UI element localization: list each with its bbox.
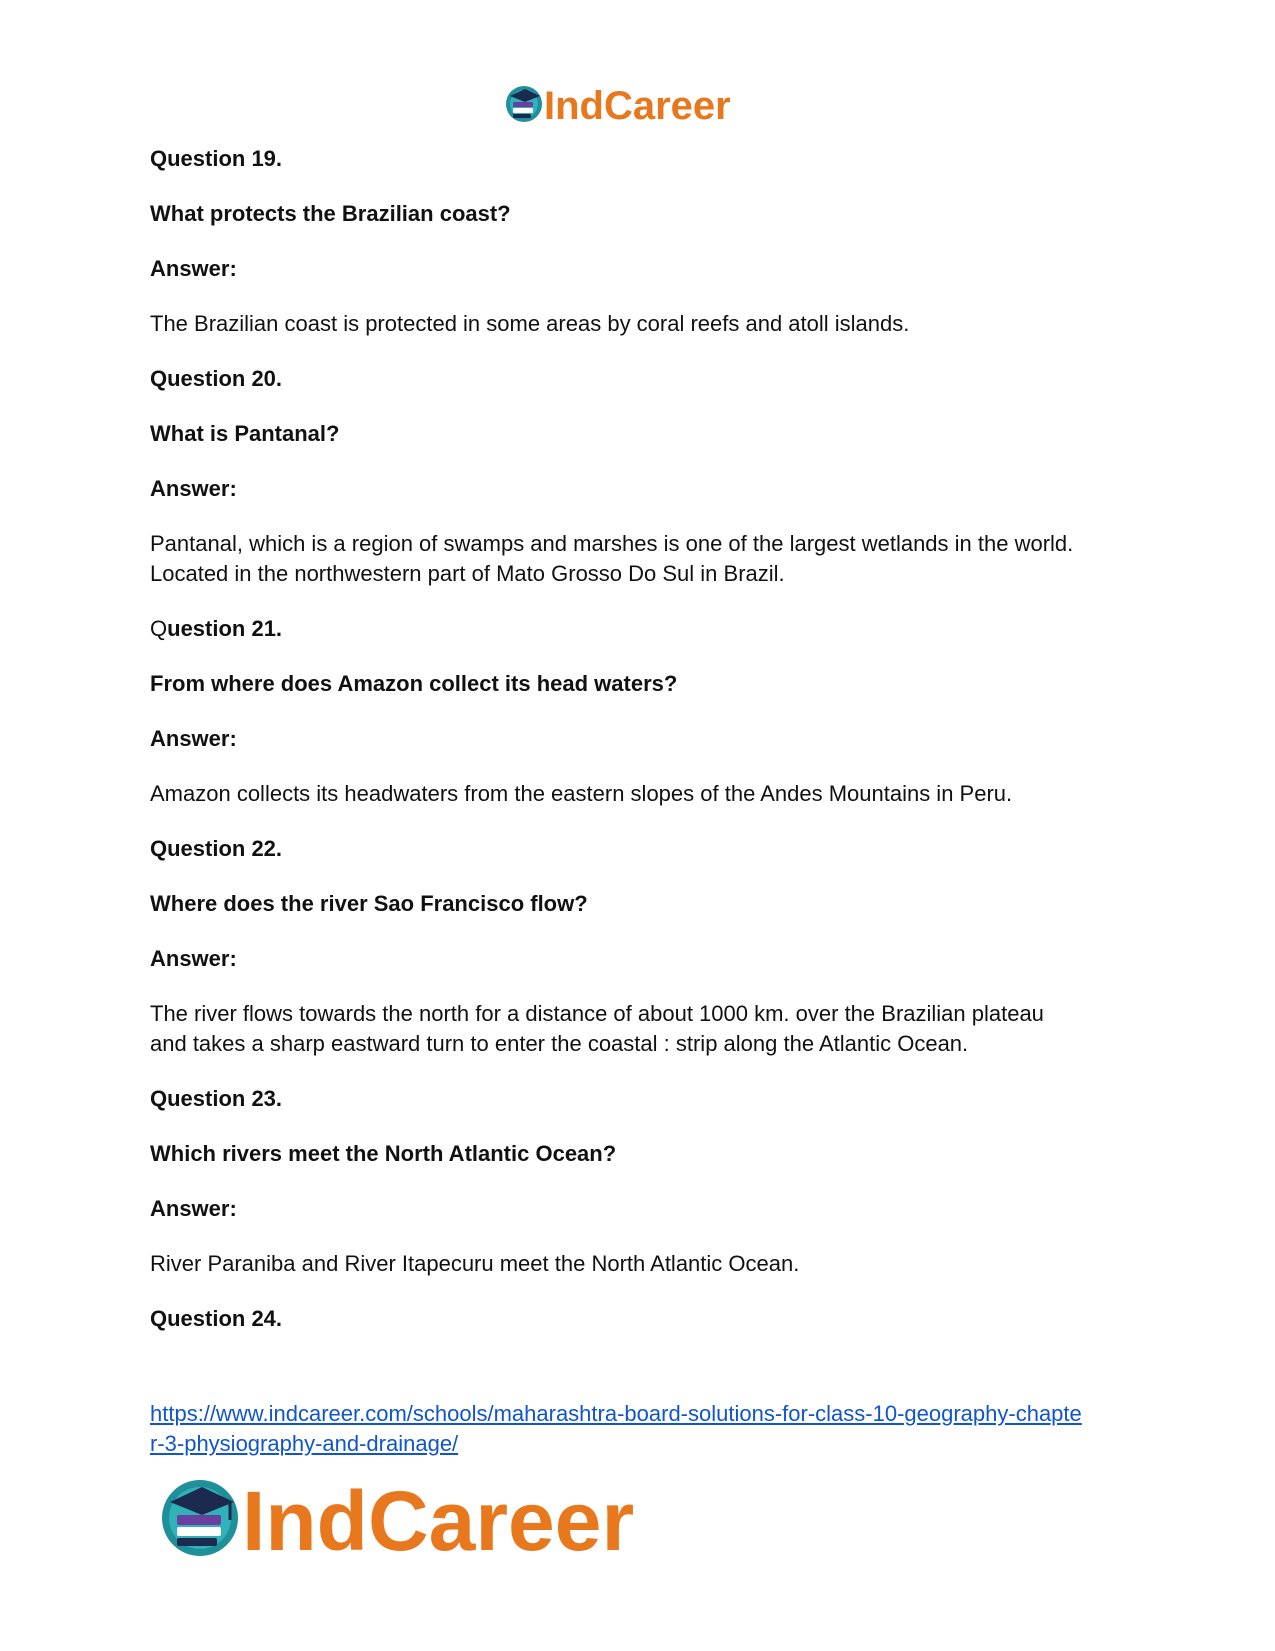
question-prompt: What protects the Brazilian coast? — [150, 201, 511, 226]
answer-label: Answer: — [150, 256, 237, 281]
question-prompt: Where does the river Sao Francisco flow? — [150, 891, 588, 916]
question-prompt: From where does Amazon collect its head waters? — [150, 671, 678, 696]
answer-text: Located in the northwestern part of Mato Grosso Do Sul in Brazil. — [150, 561, 785, 586]
source-link-line-2: r-3-physiography-and-drainage/ — [150, 1431, 459, 1456]
svg-text:IndCareer: IndCareer — [242, 1474, 635, 1560]
question-heading-rest: uestion 21. — [167, 616, 283, 641]
answer-label: Answer: — [150, 946, 237, 971]
answer-text: The river flows towards the north for a distance of about 1000 km. over the Brazilian plateau — [150, 1001, 1044, 1026]
qa-content — [150, 144, 1130, 1334]
question-prompt: What is Pantanal? — [150, 421, 340, 446]
answer-text: Pantanal, which is a region of swamps and marshes is one of the largest wetlands in the world. — [150, 531, 1074, 556]
answer-text: and takes a sharp eastward turn to enter the coastal : strip along the Atlantic Ocean. — [150, 1031, 969, 1056]
answer-text: Amazon collects its headwaters from the eastern slopes of the Andes Mountains in Peru. — [150, 781, 1013, 806]
question-prompt: Which rivers meet the North Atlantic Ocean? — [150, 1141, 617, 1166]
indcareer-logo-icon — [504, 80, 774, 128]
svg-text:IndCareer: IndCareer — [544, 84, 731, 128]
question-heading-first-letter: Q — [150, 616, 168, 641]
source-link[interactable] — [150, 1399, 1135, 1459]
question-heading: Question 23. — [150, 1086, 283, 1111]
header-logo — [504, 80, 774, 128]
answer-text: River Paraniba and River Itapecuru meet the North Atlantic Ocean. — [150, 1251, 800, 1276]
question-heading: Question 24. — [150, 1306, 283, 1331]
answer-label: Answer: — [150, 476, 237, 501]
answer-label: Answer: — [150, 1196, 237, 1221]
footer-logo — [160, 1472, 700, 1560]
source-link-line-1: https://www.indcareer.com/schools/maharashtra-board-solutions-for-class-10-geography-chapte — [150, 1401, 1082, 1426]
answer-text: The Brazilian coast is protected in some areas by coral reefs and atoll islands. — [150, 311, 910, 336]
answer-label: Answer: — [150, 726, 237, 751]
question-heading: Question 22. — [150, 836, 283, 861]
indcareer-logo-icon — [160, 1472, 700, 1560]
question-heading: Question 19. — [150, 146, 283, 171]
question-heading: Question 20. — [150, 366, 283, 391]
question-heading — [150, 614, 1130, 644]
